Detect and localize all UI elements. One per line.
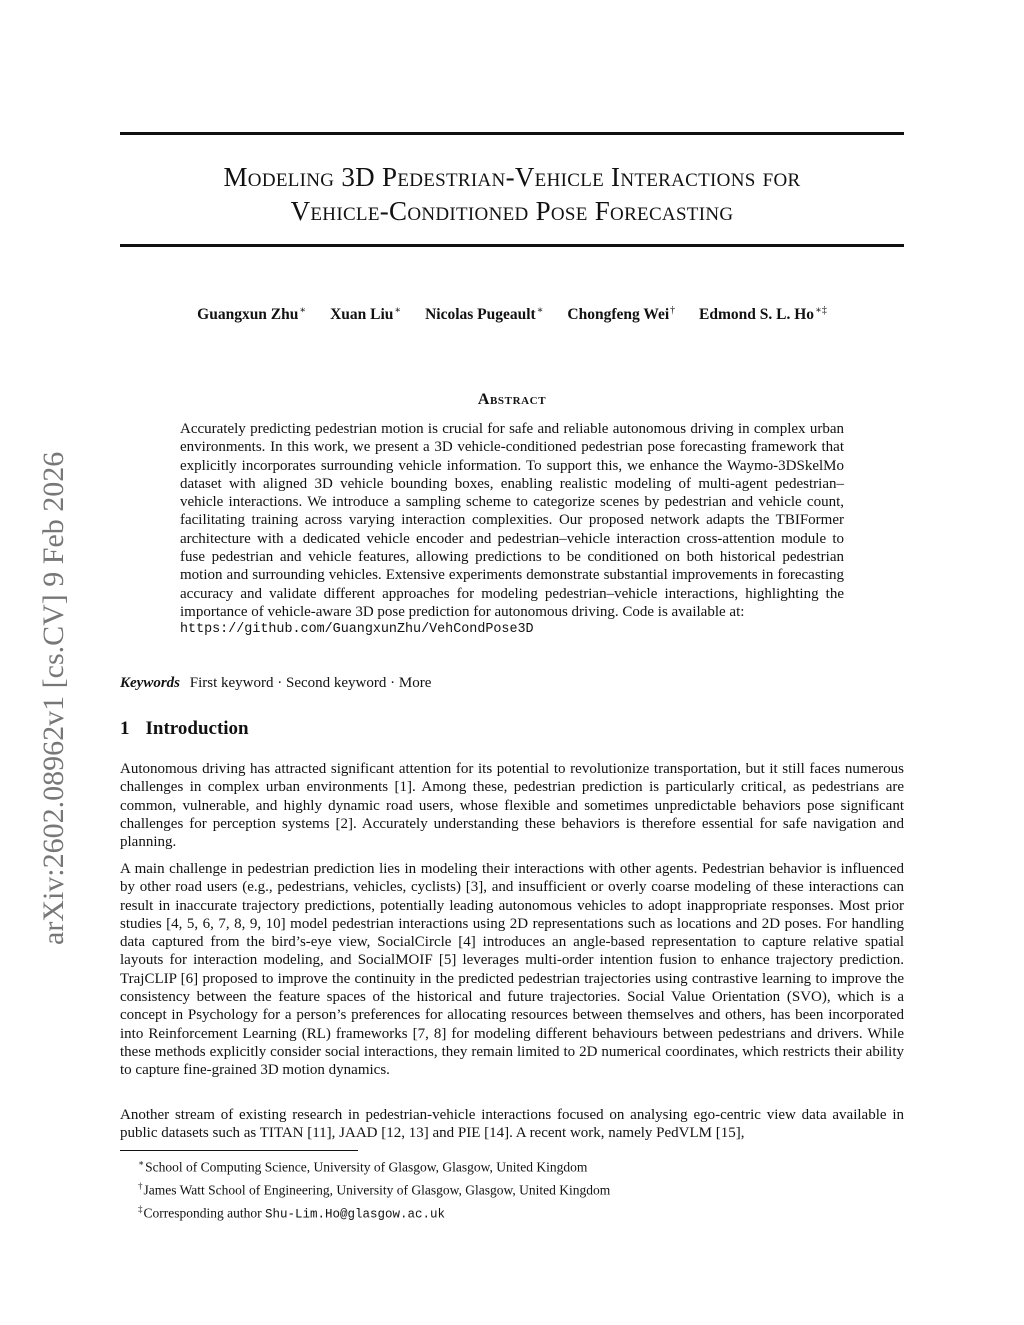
author-list <box>120 305 904 324</box>
abstract-text: Accurately predicting pedestrian motion is crucial for safe and reliable autonomous driving in complex urban environments. In this work, we present a 3D vehicle-conditioned pedestrian pose forecasting framework that explicitly incorporates surrounding vehicle information. To support this, we enhance the Waymo-3DSkelMo dataset with aligned 3D vehicle bounding boxes, enabling realistic modeling of multi-agent pedestrian–vehicle interactions. We introduce a sampling scheme to categorize scenes by pedestrian and vehicle count, facilitating training across varying interaction complexities. Our proposed network adapts the TBIFormer architecture with a dedicated vehicle encoder and pedestrian–vehicle interaction cross-attention module to fuse pedestrian and vehicle features, allowing predictions to be conditioned on both historical pedestrian motion and surrounding vehicles. Extensive experiments demonstrate substantial improvements in forecasting accuracy and validate different approaches for modeling pedestrian–vehicle interactions, highlighting the importance of vehicle-aware 3D pose prediction for autonomous driving. Code is available at: <box>180 421 844 620</box>
intro-paragraph-3: Another stream of existing research in pedestrian-vehicle interactions focused on analysing ego-centric view data available in public datasets such as TITAN [11], JAAD [12, 13] and PIE [14]. A recent work, namely PedVLM [15], <box>120 1107 904 1142</box>
section-number: 1 <box>120 718 130 739</box>
paper-title <box>120 160 904 228</box>
title-bottom-rule <box>120 244 904 247</box>
footnote-affiliation-2: †James Watt School of Engineering, University of Glasgow, Glasgow, United Kingdom <box>138 1181 611 1198</box>
author: Guangxun Zhu∗ <box>197 305 307 324</box>
footnote-corresponding-author: ‡Corresponding author Shu-Lim.Ho@glasgow.ac.uk <box>138 1204 446 1222</box>
intro-paragraph-2: A main challenge in pedestrian prediction lies in modeling their interactions with other agents. Pedestrian behavior is influenced by other road users (e.g., pedestrians, vehicles, cyclists) [3], and insufficient or overly coarse modeling of these interactions can result in inaccurate trajectory predictions, potentially leading autonomous vehicles to adopt inappropriate responses. Most prior studies [4, 5, 6, 7, 8, 9, 10] model pedestrian interactions using 2D representations such as locations and 2D poses. For handling data captured from the bird’s-eye view, SocialCircle [4] introduces an angle-based representation to capture relative spatial layouts for interaction modeling, and SocialMOIF [5] leverages multi-order intention fusion to enhance trajectory prediction. TrajCLIP [6] proposed to improve the continuity in the predicted pedestrian trajectories using contrastive learning to improve the consistency between the feature spaces of the historical and future trajectories. Social Value Orientation (SVO), which is a concept in Psychology for a person’s preferences for allocating resources between themselves and others, has been incorporated into Reinforcement Learning (RL) frameworks [7, 8] for modeling different behaviours between pedestrians and drivers. While these methods explicitly consider social interactions, they remain limited to 2D numerical coordinates, which restricts their ability to capture fine-grained 3D motion dynamics. <box>120 861 904 1079</box>
keywords-label: Keywords <box>120 675 180 691</box>
author: Xuan Liu∗ <box>330 305 402 324</box>
keywords-line <box>120 675 904 692</box>
section-heading-introduction <box>120 718 249 740</box>
keywords-items: First keyword · Second keyword · More <box>189 675 432 691</box>
author: Edmond S. L. Ho∗‡ <box>699 305 827 324</box>
intro-paragraph-1: Autonomous driving has attracted significant attention for its potential to revolutionize transportation, but it still faces numerous challenges in complex urban environments [1]. Among these, pedestrian prediction is particularly critical, as pedestrians are common, vulnerable, and highly dynamic road users, whose flexible and sometimes unpredictable behaviors pose significant challenges for perception systems [2]. Accurately understanding these behaviors is therefore essential for safe navigation and planning. <box>120 761 904 851</box>
footnotes <box>138 1154 610 1224</box>
title-line-2: Vehicle-Conditioned Pose Forecasting <box>290 196 734 226</box>
author: Chongfeng Wei† <box>567 305 676 324</box>
abstract-heading: Abstract <box>477 391 547 408</box>
arxiv-identifier-stamp: arXiv:2602.08962v1 [cs.CV] 9 Feb 2026 <box>37 451 70 945</box>
section-title: Introduction <box>145 718 249 739</box>
author: Nicolas Pugeault∗ <box>425 305 544 324</box>
title-top-rule <box>120 132 904 135</box>
footnote-separator <box>120 1150 358 1151</box>
footnote-affiliation-1: ∗School of Computing Science, University of Glasgow, Glasgow, United Kingdom <box>138 1158 588 1175</box>
corresponding-author-email[interactable]: Shu-Lim.Ho@glasgow.ac.uk <box>264 1207 446 1222</box>
title-line-1: Modeling 3D Pedestrian-Vehicle Interactions for <box>223 162 801 192</box>
abstract-body <box>180 420 844 640</box>
code-repository-link[interactable]: https://github.com/GuangxunZhu/VehCondPose3D <box>180 622 534 638</box>
